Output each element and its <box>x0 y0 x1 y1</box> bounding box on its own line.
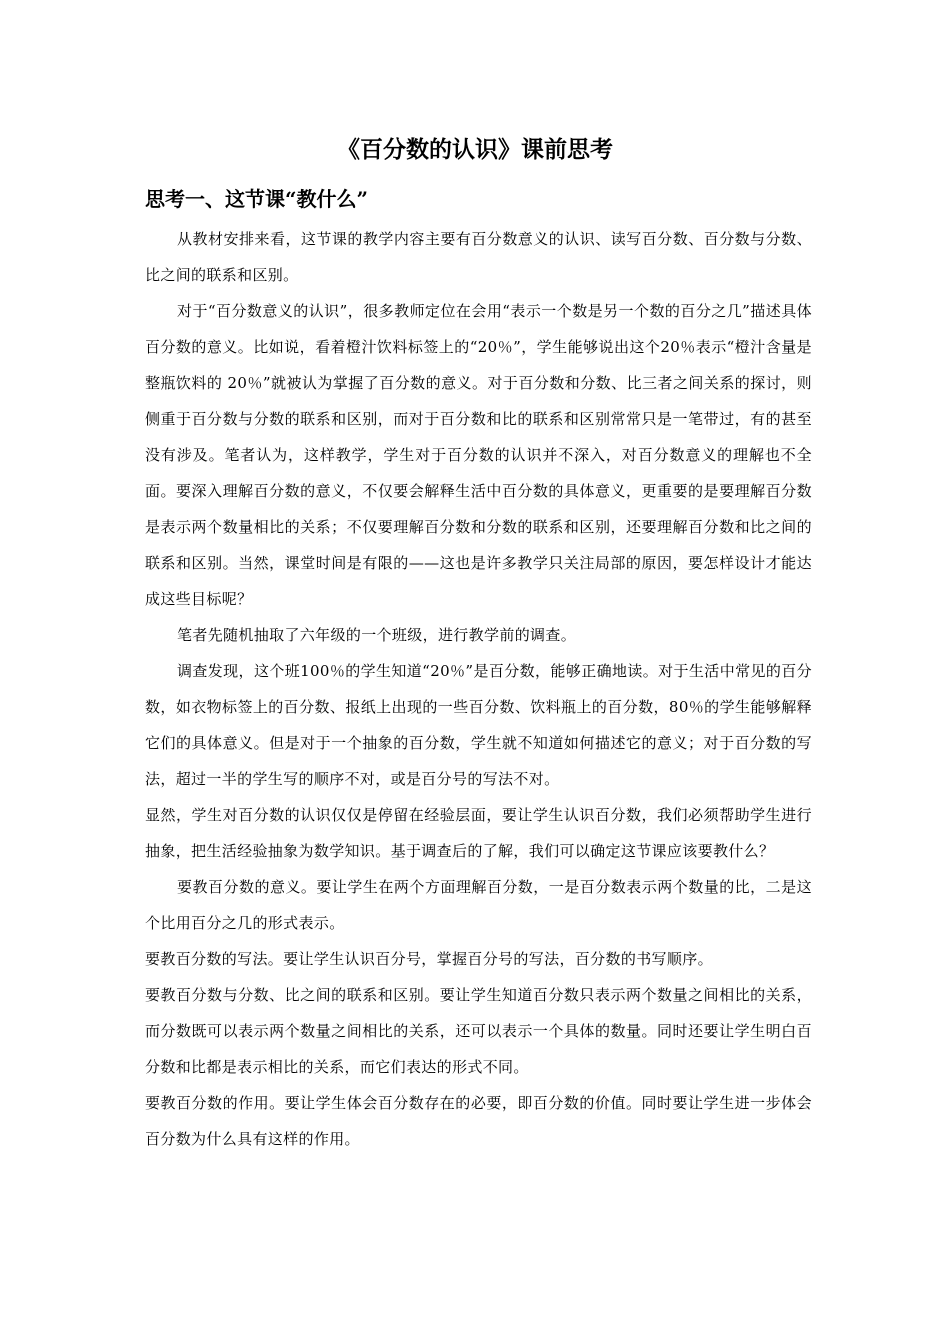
paragraph: 调查发现，这个班100％的学生知道“20％”是百分数，能够正确地读。对于生活中常见的百分数，如衣物标签上的百分数、报纸上出现的一些百分数、饮料瓶上的百分数，80％的学生能够解释它们的具体意义。但是对于一个抽象的百分数，学生就不知道如何描述它的意义；对于百分数的写法，超过一半的学生写的顺序不对，或是百分号的写法不对。 <box>145 662 812 788</box>
paragraph: 要教百分数与分数、比之间的联系和区别。要让学生知道百分数只表示两个数量之间相比的关系，而分数既可以表示两个数量之间相比的关系，还可以表示一个具体的数量。同时还要让学生明白百分数和比都是表示相比的关系，而它们表达的形式不同。 <box>145 986 812 1076</box>
paragraph: 对于“百分数意义的认识”，很多教师定位在会用“表示一个数是另一个数的百分之几”描述具体百分数的意义。比如说，看着橙汁饮料标签上的“20％”，学生能够说出这个20％表示“橙汁含量是整瓶饮料的 20％”就被认为掌握了百分数的意义。对于百分数和分数、比三者之间关系的探讨，则侧重于百分数与分数的联系和区别，而对于百分数和比的联系和区别常常只是一笔带过，有的甚至没有涉及。笔者认为，这样教学，学生对于百分数的认识并不深入，对百分数意义的理解也不全面。要深入理解百分数的意义，不仅要会解释生活中百分数的具体意义，更重要的是要理解百分数是表示两个数量相比的关系；不仅要理解百分数和分数的联系和区别，还要理解百分数和比之间的联系和区别。当然，课堂时间是有限的——这也是许多教学只关注局部的原因，要怎样设计才能达成这些目标呢？ <box>145 302 812 608</box>
paragraph: 要教百分数的意义。要让学生在两个方面理解百分数，一是百分数表示两个数量的比，二是这个比用百分之几的形式表示。 <box>145 878 812 932</box>
paragraph: 从教材安排来看，这节课的教学内容主要有百分数意义的认识、读写百分数、百分数与分数、比之间的联系和区别。 <box>145 230 812 284</box>
paragraph: 要教百分数的作用。要让学生体会百分数存在的必要，即百分数的价值。同时要让学生进一步体会百分数为什么具有这样的作用。 <box>145 1094 812 1148</box>
paragraph: 要教百分数的写法。要让学生认识百分号，掌握百分号的写法，百分数的书写顺序。 <box>145 950 713 968</box>
document-title: 《百分数的认识》课前思考 <box>337 136 613 163</box>
section-heading: 思考一、这节课“教什么” <box>145 187 369 211</box>
paragraph: 显然，学生对百分数的认识仅仅是停留在经验层面，要让学生认识百分数，我们必须帮助学生进行抽象，把生活经验抽象为数学知识。基于调查后的了解，我们可以确定这节课应该要教什么？ <box>145 806 812 860</box>
paragraph: 笔者先随机抽取了六年级的一个班级，进行教学前的调查。 <box>177 626 577 644</box>
body-text <box>145 221 812 1157</box>
